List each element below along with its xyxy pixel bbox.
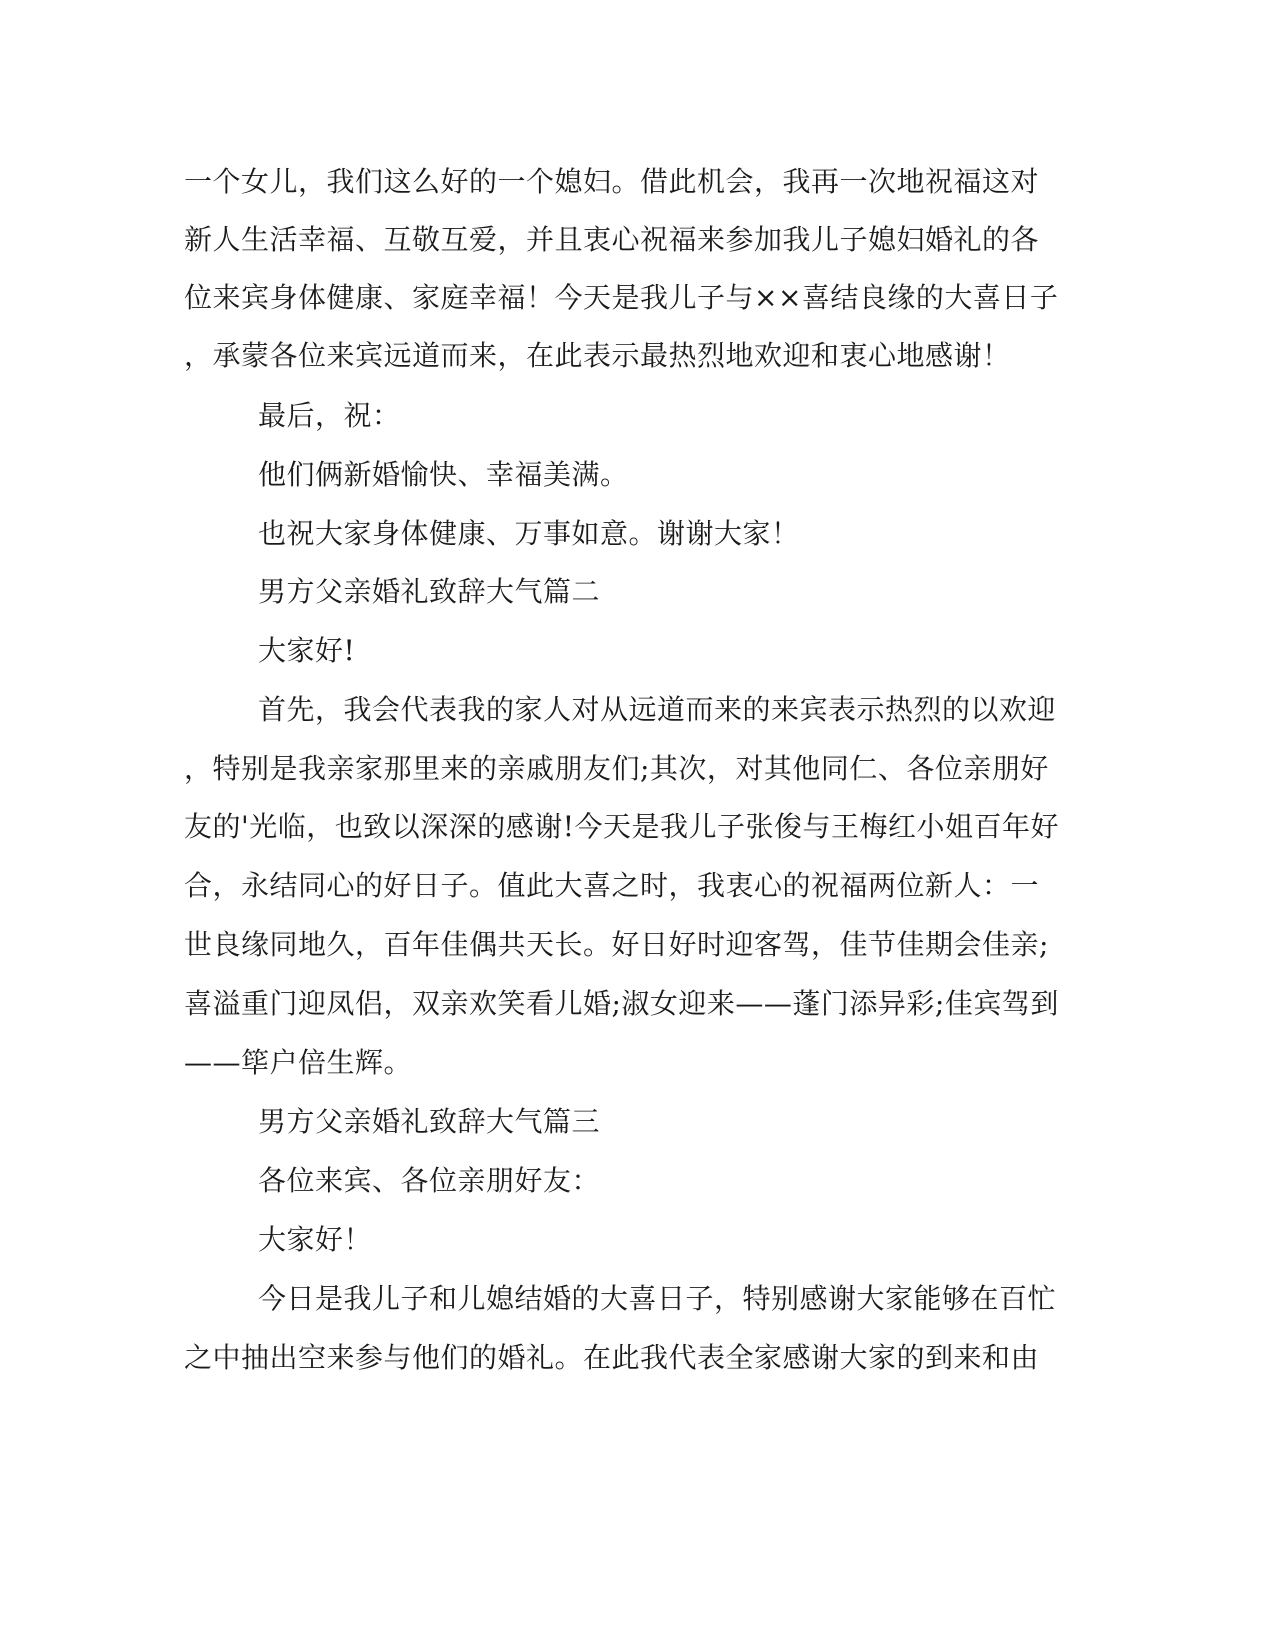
paragraph-2-line-2: ，特别是我亲家那里来的亲戚朋友们;其次，对其他同仁、各位亲朋好 [184,752,1049,785]
paragraph-2-line-6: 喜溢重门迎凤侣，双亲欢笑看儿婚;淑女迎来——蓬门添异彩;佳宾驾到 [184,987,1059,1020]
paragraph-2-line-7: ——筚户倍生辉。 [184,1046,413,1079]
paragraph-1-line-4: ，承蒙各位来宾远道而来，在此表示最热烈地欢迎和衷心地感谢！ [184,339,1011,372]
paragraph-1-line-2: 新人生活幸福、互敬互爱，并且衷心祝福来参加我儿子媳妇婚礼的各 [184,223,1040,256]
paragraph-3-line-2: 之中抽出空来参与他们的婚礼。在此我代表全家感谢大家的到来和由 [184,1341,1040,1374]
paragraph-1-line-1: 一个女儿，我们这么好的一个媳妇。借此机会，我再一次地祝福这对 [184,165,1040,198]
paragraph-2-line-3: 友的'光临，也致以深深的感谢!今天是我儿子张俊与王梅红小姐百年好 [184,810,1059,843]
paragraph-2-line-4: 合，永结同心的好日子。值此大喜之时，我衷心的祝福两位新人：一 [184,869,1040,902]
wish-line-1: 他们俩新婚愉快、幸福美满。 [258,458,629,491]
paragraph-2-line-5: 世良缘同地久，百年佳偶共天长。好日好时迎客驾，佳节佳期会佳亲; [184,928,1049,961]
paragraph-2-line-1: 首先，我会代表我的家人对从远道而来的来宾表示热烈的以欢迎 [258,693,1057,726]
wish-line-2: 也祝大家身体健康、万事如意。谢谢大家！ [258,517,800,550]
paragraph-3-line-1: 今日是我儿子和儿媳结婚的大喜日子，特别感谢大家能够在百忙 [258,1282,1057,1315]
section-heading-3: 男方父亲婚礼致辞大气篇三 [258,1105,601,1138]
paragraph-1-line-3: 位来宾身体健康、家庭幸福！今天是我儿子与××喜结良缘的大喜日子 [184,281,1059,314]
greeting-2: 大家好! [258,634,356,667]
section-heading-2: 男方父亲婚礼致辞大气篇二 [258,575,601,608]
salutation-3: 各位来宾、各位亲朋好友： [258,1164,601,1197]
greeting-3: 大家好！ [258,1223,373,1256]
closing-label: 最后，祝： [258,399,401,432]
